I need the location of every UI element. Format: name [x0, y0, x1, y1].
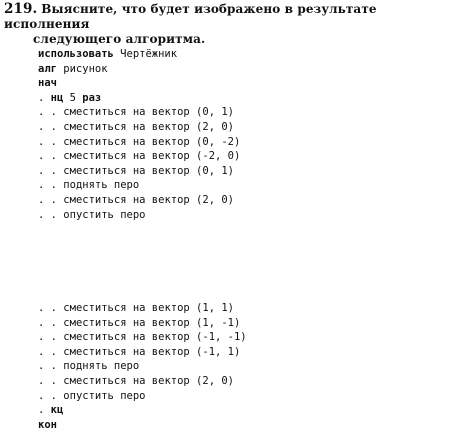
code-text: сместиться на вектор (0, -2) [63, 135, 241, 148]
code-indent: . . [38, 179, 64, 192]
code-text: поднять перо [63, 360, 140, 373]
code-indent: . . [38, 316, 64, 329]
code-indent: . [38, 91, 51, 104]
code-indent: . . [38, 389, 64, 402]
code-text: сместиться на вектор (0, 1) [63, 164, 234, 177]
code-keyword: нач [38, 77, 57, 90]
code-text: опустить перо [63, 389, 146, 402]
code-indent: . . [38, 374, 64, 387]
code-indent: . . [38, 193, 64, 206]
code-indent: . . [38, 150, 64, 163]
code-text: сместиться на вектор (-1, -1) [63, 331, 247, 344]
code-line [38, 208, 240, 223]
code-line [38, 403, 247, 418]
code-text: 5 [63, 91, 83, 104]
code-text: сместиться на вектор (0, 1) [63, 106, 234, 119]
code-line [38, 316, 247, 331]
code-line [38, 47, 240, 62]
code-line [38, 359, 247, 374]
code-line [38, 62, 240, 77]
code-text: сместиться на вектор (-2, 0) [63, 150, 241, 163]
code-line [38, 374, 247, 389]
code-indent: . . [38, 331, 64, 344]
code-indent: . . [38, 106, 64, 119]
code-text: опустить перо [63, 208, 146, 221]
code-text: сместиться на вектор (1, -1) [63, 316, 241, 329]
code-text: сместиться на вектор (2, 0) [63, 374, 234, 387]
code-indent: . . [38, 164, 64, 177]
algorithm-block-bottom [38, 301, 247, 432]
code-text: сместиться на вектор (2, 0) [63, 120, 234, 133]
code-line [38, 91, 240, 106]
code-text: сместиться на вектор (1, 1) [63, 302, 234, 314]
code-indent: . . [38, 120, 64, 133]
code-text: сместиться на вектор (-1, 1) [63, 345, 241, 358]
code-indent: . . [38, 135, 64, 148]
code-indent: . . [38, 302, 64, 314]
code-line [38, 301, 247, 316]
code-line [38, 149, 240, 164]
code-line [38, 178, 240, 193]
code-line [38, 389, 247, 404]
code-keyword: раз [82, 91, 102, 104]
code-keyword: нц [50, 91, 64, 104]
code-text: поднять перо [63, 179, 140, 192]
code-line [38, 76, 240, 91]
task-text-line2: следующего алгоритма. [33, 32, 206, 46]
code-line [38, 164, 240, 179]
task-text-line1: Выясните, что будет изображено в результате исполнения [4, 2, 377, 31]
algorithm-block-top [38, 47, 240, 222]
code-keyword: алг [38, 62, 57, 75]
task-number: 219. [4, 1, 38, 17]
code-keyword: кц [50, 404, 64, 417]
code-line [38, 135, 240, 150]
code-keyword: использовать [38, 48, 114, 60]
code-keyword: кон [38, 418, 57, 431]
code-text: сместиться на вектор (2, 0) [63, 193, 234, 206]
code-text: Чертёжник [113, 48, 178, 60]
code-indent: . . [38, 360, 64, 373]
code-line [38, 418, 247, 433]
code-line [38, 330, 247, 345]
code-indent: . . [38, 208, 64, 221]
code-indent: . . [38, 345, 64, 358]
code-line [38, 345, 247, 360]
code-line [38, 120, 240, 135]
task-statement [4, 2, 452, 47]
code-line [38, 105, 240, 120]
code-line [38, 193, 240, 208]
code-text: рисунок [56, 62, 108, 75]
code-indent: . [38, 404, 51, 417]
